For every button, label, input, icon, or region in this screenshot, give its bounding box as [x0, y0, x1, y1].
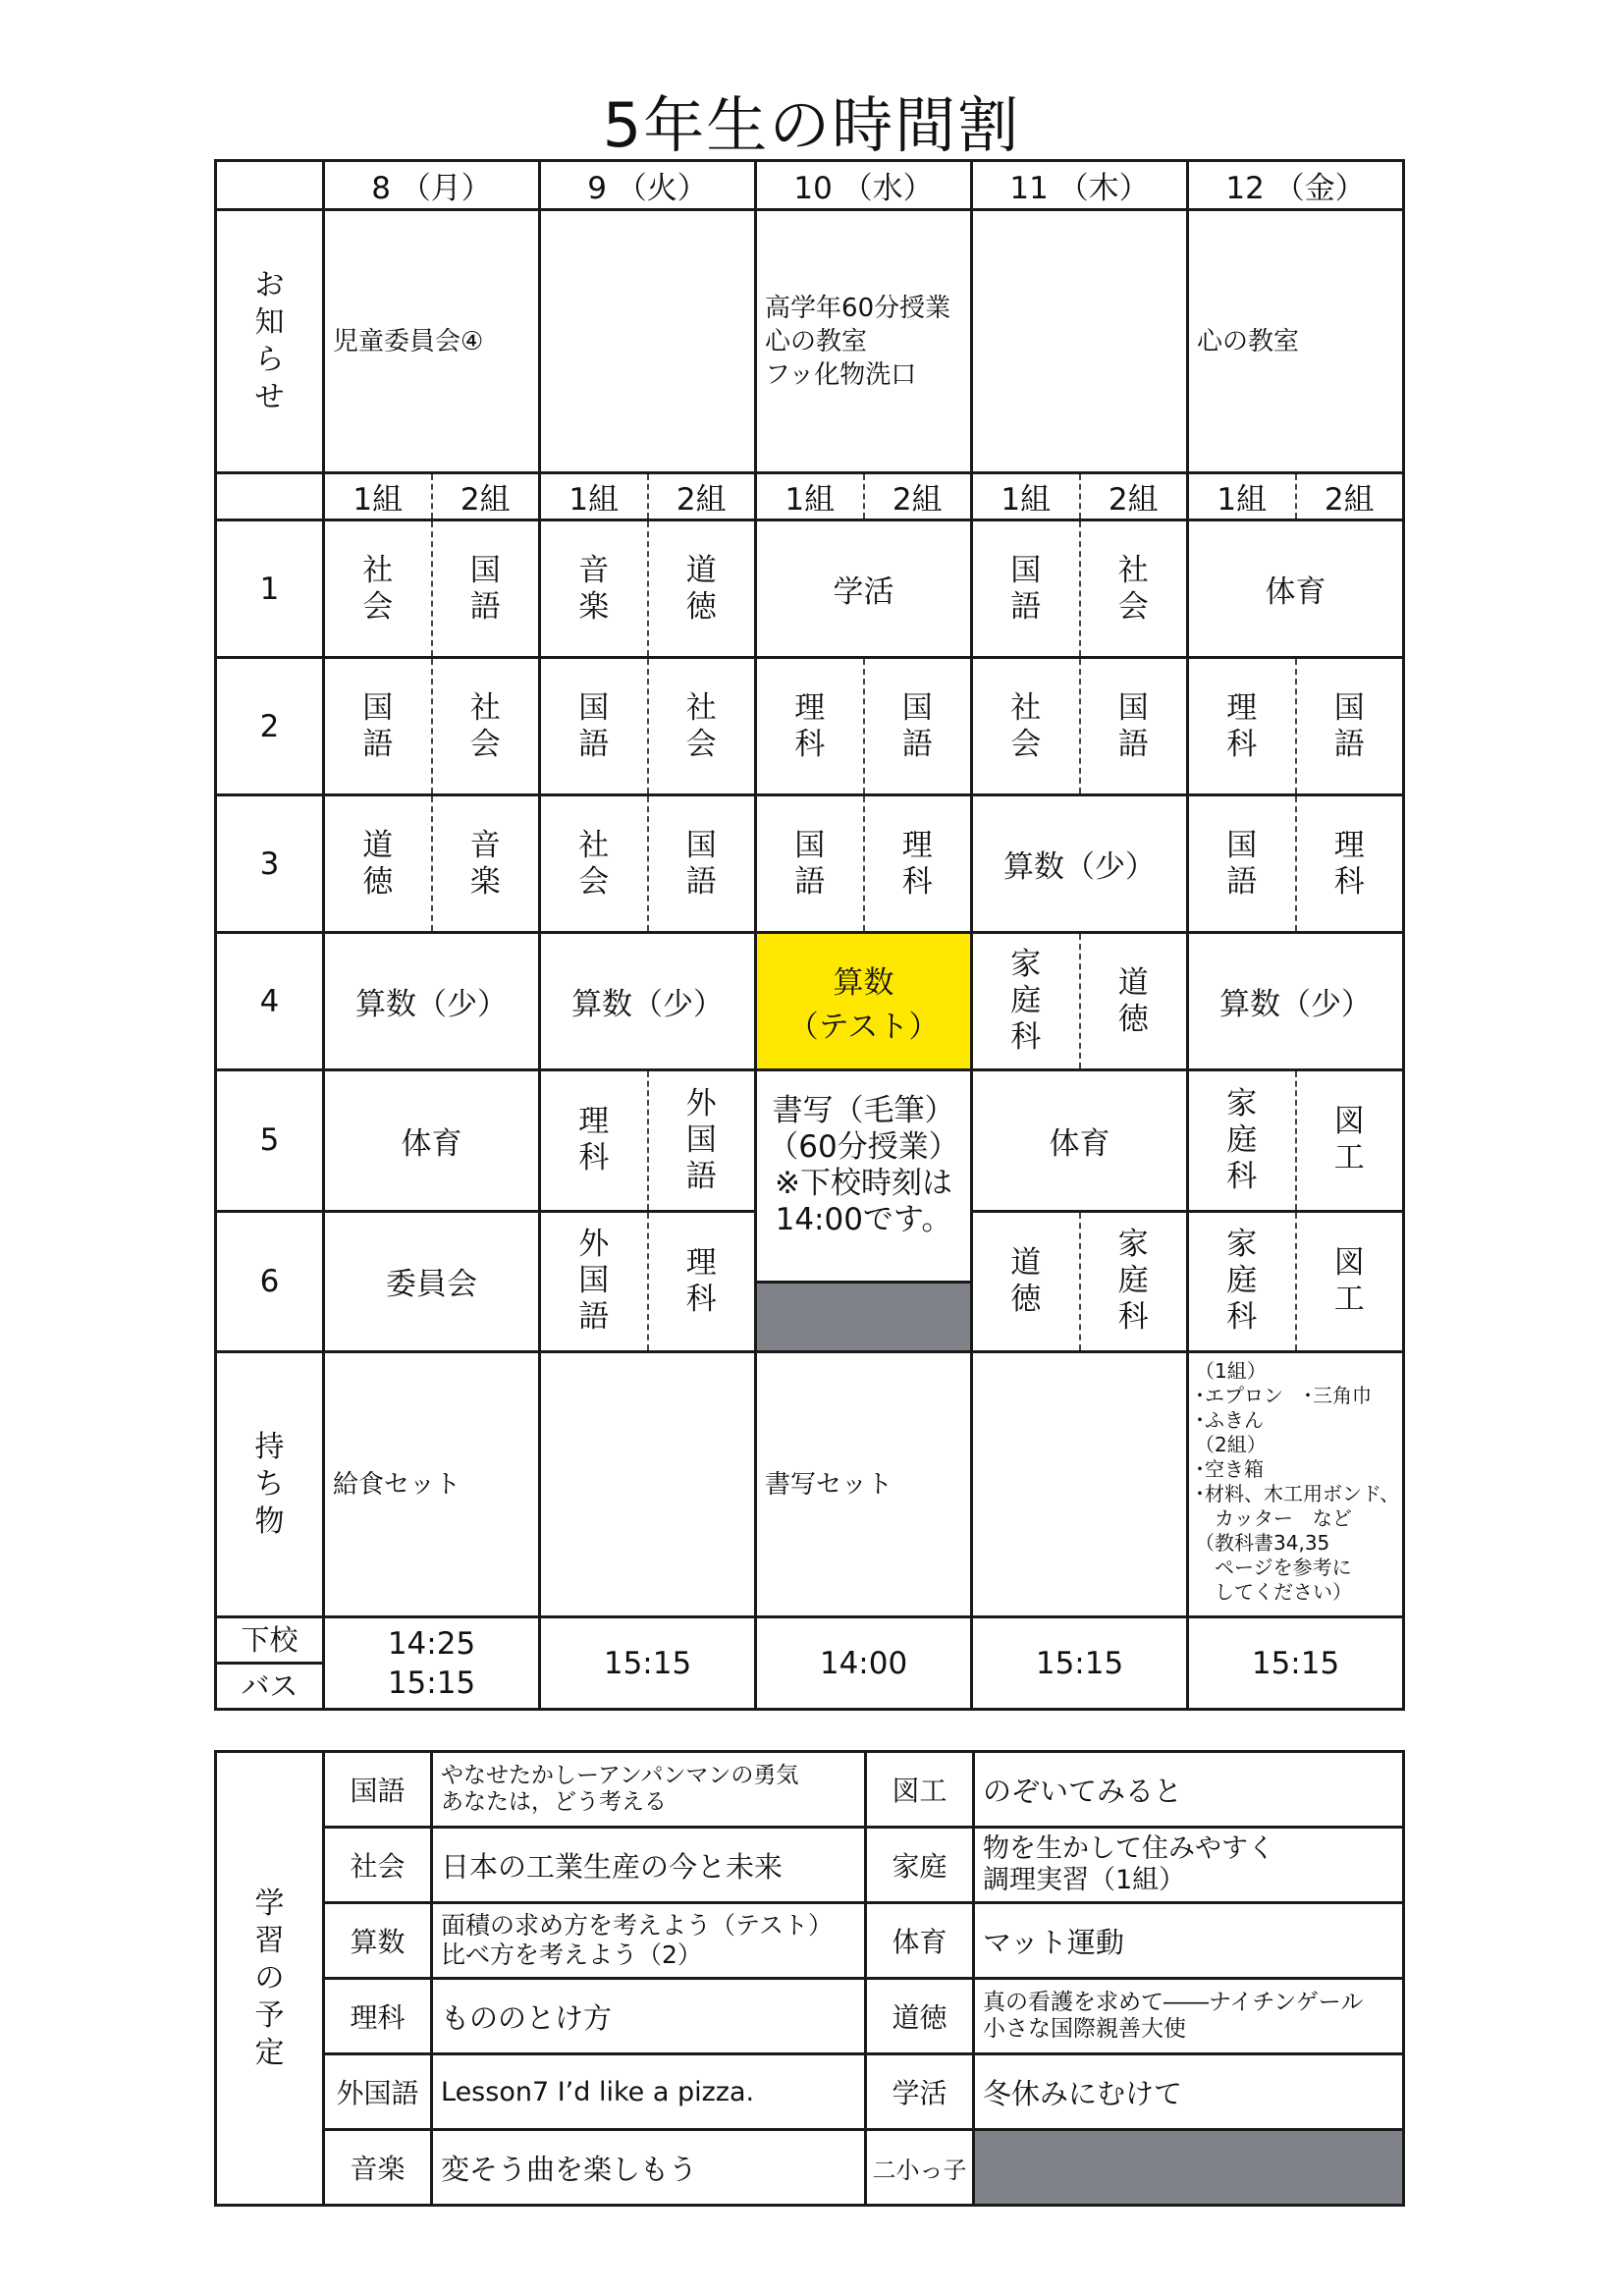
subject-cell: 算数（少）	[540, 933, 756, 1070]
subject-cell: 体育	[972, 1070, 1188, 1212]
subject-cell: 家 庭 科	[1188, 1070, 1296, 1212]
subject-cell: 社 会	[324, 520, 432, 658]
subject-cell: 道 徳	[1080, 933, 1188, 1070]
group-label: 2組	[432, 473, 540, 520]
subject-cell: 国 語	[432, 520, 540, 658]
group-label: 1組	[1188, 473, 1296, 520]
subject-cell: 国 語	[324, 658, 432, 795]
subject-cell: 社 会	[432, 658, 540, 795]
subject-cell: 社 会	[1080, 520, 1188, 658]
day-header-fri: 12 （金）	[1188, 161, 1404, 210]
subject-cell: 図 工	[1296, 1211, 1404, 1352]
belongings-thu	[972, 1352, 1188, 1617]
plan-subject: 社会	[324, 1828, 432, 1903]
page-title: 5年生の時間割	[602, 89, 1021, 161]
timetable	[214, 159, 1405, 1711]
subject-cell: 音 楽	[540, 520, 648, 658]
subject-cell: 国 語	[1296, 658, 1404, 795]
dismissal-fri: 15:15	[1188, 1617, 1404, 1710]
subject-cell: 社 会	[648, 658, 756, 795]
dismissal-bus-label	[216, 1617, 324, 1710]
plan-subject: 体育	[866, 1903, 974, 1979]
notice-mon: 児童委員会④	[324, 210, 540, 473]
dismissal-wed: 14:00	[756, 1617, 972, 1710]
subject-cell: 理 科	[1296, 795, 1404, 933]
subject-cell-wed-56: 書写（毛筆） （60分授業） ※下校時刻は 14:00です。	[756, 1070, 972, 1352]
notice-wed: 高学年60分授業 心の教室 フッ化物洗口	[756, 210, 972, 473]
group-label: 2組	[648, 473, 756, 520]
notice-label: お 知 ら せ	[216, 210, 324, 473]
plan-content: 物を生かして住みやすく 調理実習（1組）	[974, 1828, 1404, 1903]
group-label: 1組	[756, 473, 864, 520]
plan-subject: 理科	[324, 1979, 432, 2054]
plan-content: 真の看護を求めて――ナイチンゲール 小さな国際親善大使	[974, 1979, 1404, 2054]
subject-cell: 算数（少）	[972, 795, 1188, 933]
period-number: 2	[216, 658, 324, 795]
plan-content: Lesson7 I’d like a pizza.	[432, 2054, 866, 2130]
group-label: 2組	[1296, 473, 1404, 520]
group-label: 2組	[1080, 473, 1188, 520]
period-number: 5	[216, 1070, 324, 1212]
dismissal-label: 下校	[217, 1618, 322, 1665]
subject-cell: 国 語	[864, 658, 972, 795]
notice-thu	[972, 210, 1188, 473]
period-number: 3	[216, 795, 324, 933]
subject-cell: 理 科	[540, 1070, 648, 1212]
subject-cell: 家 庭 科	[1080, 1211, 1188, 1352]
subject-cell: 理 科	[756, 658, 864, 795]
plan-content: 変そう曲を楽しもう	[432, 2130, 866, 2206]
subject-cell: 道 徳	[972, 1211, 1080, 1352]
subject-cell: 国 語	[648, 795, 756, 933]
dismissal-mon: 14:25 15:15	[324, 1617, 540, 1710]
subject-cell: 道 徳	[648, 520, 756, 658]
subject-cell: 国 語	[540, 658, 648, 795]
plan-subject: 学活	[866, 2054, 974, 2130]
group-label: 1組	[540, 473, 648, 520]
subject-cell: 国 語	[756, 795, 864, 933]
plan-content: 面積の求め方を考えよう（テスト） 比べ方を考えよう（2）	[432, 1903, 866, 1979]
subject-cell: 体育	[1188, 520, 1404, 658]
group-corner	[216, 473, 324, 520]
day-header-tue: 9 （火）	[540, 161, 756, 210]
group-label: 2組	[864, 473, 972, 520]
subject-cell: 国 語	[1188, 795, 1296, 933]
dismissal-thu: 15:15	[972, 1617, 1188, 1710]
notice-tue	[540, 210, 756, 473]
subject-cell: 道 徳	[324, 795, 432, 933]
plan-content: マット運動	[974, 1903, 1404, 1979]
plan-content: やなせたかしーアンパンマンの勇気 あなたは，どう考える	[432, 1752, 866, 1828]
plan-content: 冬休みにむけて	[974, 2054, 1404, 2130]
subject-cell: 音 楽	[432, 795, 540, 933]
bus-label: バス	[241, 1669, 298, 1703]
subject-cell: 図 工	[1296, 1070, 1404, 1212]
study-plan-label: 学 習 の 予 定	[216, 1752, 324, 2206]
plan-subject: 道徳	[866, 1979, 974, 2054]
subject-cell: 委員会	[324, 1211, 540, 1352]
belongings-mon: 給食セット	[324, 1352, 540, 1617]
plan-content: のぞいてみると	[974, 1752, 1404, 1828]
plan-subject: 国語	[324, 1752, 432, 1828]
subject-cell: 家 庭 科	[972, 933, 1080, 1070]
subject-cell: 理 科	[1188, 658, 1296, 795]
subject-cell: 算数（少）	[1188, 933, 1404, 1070]
notice-fri: 心の教室	[1188, 210, 1404, 473]
plan-subject: 算数	[324, 1903, 432, 1979]
study-plan-table	[214, 1750, 1405, 2207]
subject-cell: 学活	[756, 520, 972, 658]
belongings-tue	[540, 1352, 756, 1617]
subject-cell: 社 会	[972, 658, 1080, 795]
dismissal-tue: 15:15	[540, 1617, 756, 1710]
day-header-mon: 8 （月）	[324, 161, 540, 210]
plan-subject: 音楽	[324, 2130, 432, 2206]
subject-cell: 外 国 語	[540, 1211, 648, 1352]
subject-cell: 算数（少）	[324, 933, 540, 1070]
belongings-label: 持 ち 物	[216, 1352, 324, 1617]
subject-cell: 外 国 語	[648, 1070, 756, 1212]
day-header-wed: 10 （水）	[756, 161, 972, 210]
plan-content: もののとけ方	[432, 1979, 866, 2054]
corner-cell	[216, 161, 324, 210]
group-label: 1組	[324, 473, 432, 520]
subject-cell: 家 庭 科	[1188, 1211, 1296, 1352]
subject-cell: 体育	[324, 1070, 540, 1212]
subject-cell: 社 会	[540, 795, 648, 933]
day-header-thu: 11 （木）	[972, 161, 1188, 210]
belongings-fri: （1組） ･エプロン ･三角巾 ･ふきん （2組） ･空き箱 ･材料、木工用ボンド、 カッター など （教科書34,35 ページを参考に してください）	[1188, 1352, 1404, 1617]
period-number: 4	[216, 933, 324, 1070]
plan-subject: 外国語	[324, 2054, 432, 2130]
subject-cell: 国 語	[1080, 658, 1188, 795]
subject-cell: 理 科	[648, 1211, 756, 1352]
plan-subject: 家庭	[866, 1828, 974, 1903]
period-number: 1	[216, 520, 324, 658]
period-number: 6	[216, 1211, 324, 1352]
plan-content: 日本の工業生産の今と未来	[432, 1828, 866, 1903]
group-label: 1組	[972, 473, 1080, 520]
plan-subject: 二小っ子	[866, 2130, 974, 2206]
belongings-wed: 書写セット	[756, 1352, 972, 1617]
subject-cell: 理 科	[864, 795, 972, 933]
plan-content-shaded	[974, 2130, 1404, 2206]
subject-cell-highlighted: 算数 （テスト）	[756, 933, 972, 1070]
plan-subject: 図工	[866, 1752, 974, 1828]
shaded-block	[757, 1281, 970, 1350]
subject-cell: 国 語	[972, 520, 1080, 658]
